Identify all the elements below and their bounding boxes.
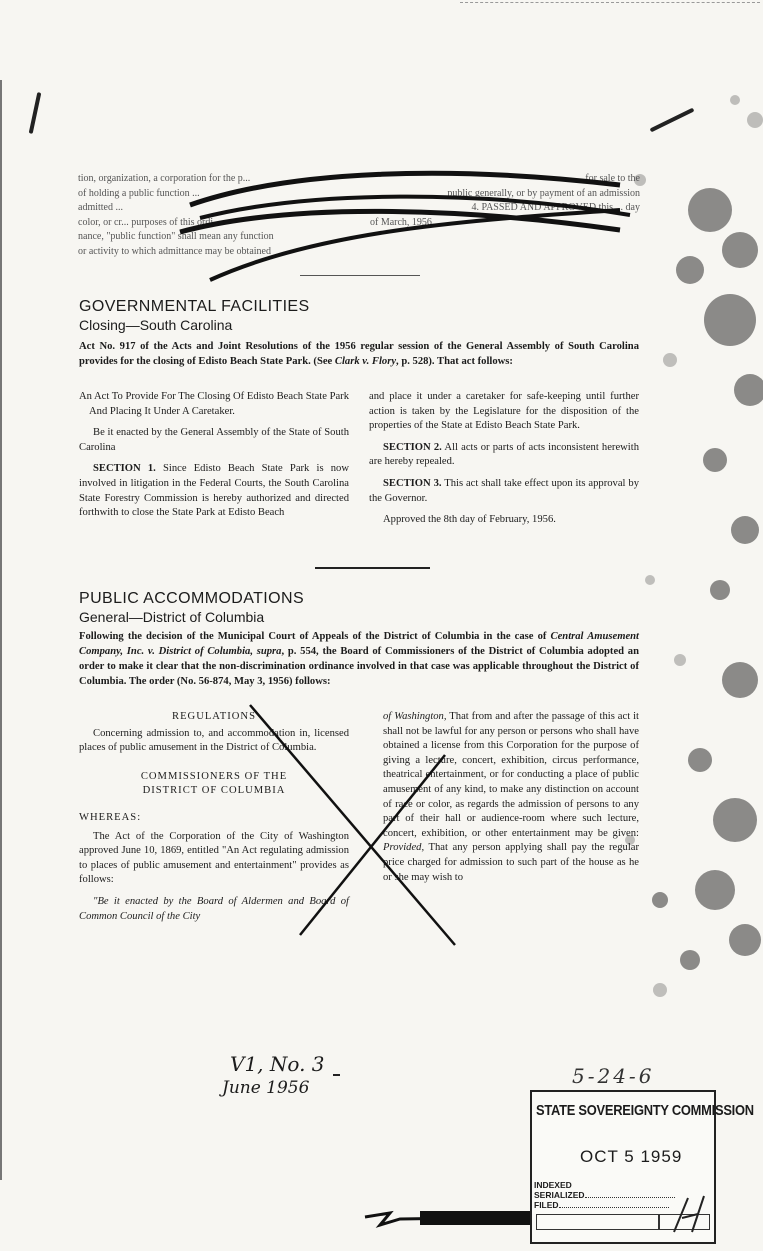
enacting-quote: "Be it enacted by the Board of Aldermen and Board of Common Council of the City xyxy=(79,895,349,922)
section2-lead xyxy=(79,629,639,689)
fragment-line: admitted ... xyxy=(78,202,123,213)
whereas-label: WHEREAS: xyxy=(79,811,142,823)
section-label: SECTION 3. xyxy=(383,477,442,489)
handwritten-file-number: 5-24-6 xyxy=(572,1064,655,1088)
enacting-clause: Be it enacted by the General Assembly of the State of South Carolina xyxy=(79,427,349,453)
section-title-public-accommodations: PUBLIC ACCOMMODATIONS xyxy=(79,590,305,607)
pen-mark xyxy=(29,92,42,134)
stamp-date: OCT 5 1959 xyxy=(580,1147,683,1166)
section-subtitle: Closing—South Carolina xyxy=(79,317,233,333)
indexed-label: INDEXED xyxy=(534,1180,572,1190)
filed-label: FILED xyxy=(534,1200,559,1210)
section-divider xyxy=(315,567,430,569)
serialized-label: SERIALIZED xyxy=(534,1190,585,1200)
ink-scribble xyxy=(360,1205,540,1235)
handwritten-volume-note: V1, No. 3 xyxy=(230,1052,325,1076)
fragment-line: of March, 1956. xyxy=(370,216,435,228)
lead-text: Act No. 917 of the Acts and Joint Resolutions of the 1956 regular session of the General Assembly of South Carolina provides for the closing of Edisto Beach State Park. (See xyxy=(79,341,639,367)
scan-border-left xyxy=(0,80,2,1180)
handwritten-dash xyxy=(333,1074,340,1076)
stamp-title: STATE SOVEREIGNTY COMMISSION xyxy=(536,1102,754,1119)
stamp-box xyxy=(536,1214,660,1230)
handwritten-date-note: June 1956 xyxy=(222,1078,310,1098)
fragment-line: public generally, or by payment of an admission xyxy=(447,187,640,199)
sovereignty-commission-stamp xyxy=(530,1090,754,1244)
ordinance-body: That any person applying shall pay the regular price charged for admission to such part of the house as he or she may wish to xyxy=(383,842,639,883)
section3-para xyxy=(369,477,639,506)
divider xyxy=(300,275,420,276)
section1-right-column xyxy=(369,390,639,535)
fragment-line: for sale to the xyxy=(585,173,640,184)
fragment-line: nance, "public function" shall mean any function xyxy=(78,231,274,242)
scan-dashes-top xyxy=(460,2,760,4)
regulations-heading: REGULATIONS xyxy=(172,711,256,722)
fragment-line: of holding a public function ... xyxy=(78,187,200,199)
ordinance-body: That from and after the passage of this act it shall not be lawful for any person or persons who shall have obtained a license from this Corporation for the purpose of giving a lecture, concert, exhibition, circus performance, theatrical entertainment, or for conducting a place of public amusement of any kind, to make any distinction on account of race or color, as regards the admission of persons to any part of their hall or audience-room where such lecture, concert, exhibition, or other entertainment may be given: xyxy=(383,711,640,839)
fragment-line: color, or cr... purposes of this ordi- xyxy=(78,216,217,228)
section1-left-column xyxy=(79,390,349,528)
section-text: This act shall take effect upon its approval by the Governor. xyxy=(369,477,639,504)
section2-para xyxy=(369,441,639,470)
section1-lead xyxy=(79,339,639,369)
initials-signature xyxy=(668,1192,712,1236)
lead-text: , p. 554, the Board of Commissioners of the District of Columbia adopted an order to make it clear that the non-discrimination ordinance involved in that case was applicable throughout the District of Columbia. The order (No. 56-874, May 3, 1956) follows: xyxy=(79,646,639,687)
stamp-indexed xyxy=(534,1180,710,1190)
lead-text: , p. 528). That act follows: xyxy=(396,356,513,367)
regulations-description: Concerning admission to, and accommodation in, licensed places of public amusement in the District of Columbia. xyxy=(79,727,349,754)
section-label: SECTION 1. xyxy=(93,463,156,475)
strikethrough-scribble xyxy=(150,160,670,285)
approval-date: Approved the 8th day of February, 1956. xyxy=(383,514,556,526)
city-name: of Washington, xyxy=(383,711,447,722)
fragment-line: tion, organization, a corporation for the p... xyxy=(78,173,251,184)
act-text: The Act of the Corporation of the City of Washington approved June 10, 1869, entitled "An Act regulating admission to places of public amusement and entertainment" provides as follows: xyxy=(79,830,349,886)
section1-para xyxy=(79,462,349,520)
lead-text: Following the decision of the Municipal Court of Appeals of the District of Columbia in the case of xyxy=(79,631,551,642)
section-text: All acts or parts of acts inconsistent herewith are hereby repealed. xyxy=(369,441,639,468)
section-text: Since Edisto Beach State Park is now involved in litigation in the Federal Courts, the South Carolina State Forestry Commission is hereby authorized and directed forthwith to close the State Park at Edisto Beach xyxy=(79,463,349,519)
case-citation: Central Amusement Company, Inc. v. District of Columbia, supra xyxy=(79,631,639,657)
act-title: An Act To Provide For The Closing Of Edisto Beach State Park And Placing It Under A Caretaker. xyxy=(79,391,349,417)
section-subtitle: General—District of Columbia xyxy=(79,609,265,625)
fragment-line: or activity to which admittance may be obtained xyxy=(78,245,271,257)
case-citation: Clark v. Flory xyxy=(334,356,397,367)
section-title-governmental-facilities: GOVERNMENTAL FACILITIES xyxy=(79,298,310,315)
cross-out-mark xyxy=(230,700,470,950)
proviso: Provided, xyxy=(383,842,425,854)
section1-continued: and place it under a caretaker for safe-keeping until further action is taken by the Legislature for the disposition of the properties of the State at Edisto Beach State Park. xyxy=(369,391,639,432)
fragment-line: 4. PASSED AND APPROVED this ... day xyxy=(471,202,640,213)
commissioners-heading: COMMISSIONERS OF THE DISTRICT OF COLUMBIA xyxy=(140,770,288,797)
section-label: SECTION 2. xyxy=(383,441,442,453)
